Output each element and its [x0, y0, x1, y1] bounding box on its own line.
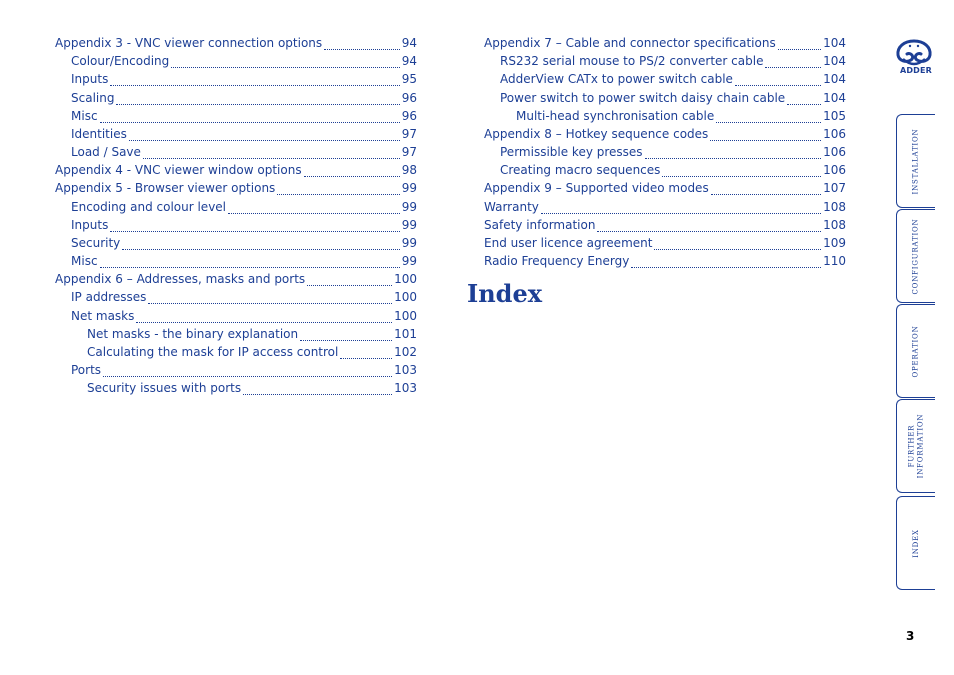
toc-entry-label: Inputs — [71, 72, 109, 87]
toc-entry[interactable] — [55, 290, 417, 308]
toc-leader-dots — [116, 103, 399, 105]
tab-label: INSTALLATION — [911, 128, 920, 194]
toc-entry[interactable] — [55, 72, 417, 90]
toc-leader-dots — [304, 175, 400, 177]
toc-entry-page: 104 — [823, 90, 846, 105]
toc-leader-dots — [277, 193, 399, 195]
toc-entry-page: 97 — [401, 126, 417, 141]
toc-entry-label: Creating macro sequences — [500, 163, 661, 178]
tab-label: FURTHER INFORMATION — [907, 413, 925, 479]
toc-entry[interactable] — [484, 54, 846, 72]
toc-leader-dots — [765, 66, 821, 68]
tab-label: INDEX — [911, 528, 920, 558]
toc-leader-dots — [645, 157, 822, 159]
toc-entry-label: Net masks - the binary explanation — [87, 326, 299, 341]
toc-entry-page: 96 — [401, 108, 417, 123]
toc-entry-label: Colour/Encoding — [71, 54, 170, 69]
toc-leader-dots — [148, 302, 392, 304]
toc-entry-label: Appendix 9 – Supported video modes — [484, 181, 709, 196]
toc-entry-page: 107 — [823, 181, 846, 196]
toc-entry-page: 100 — [394, 272, 417, 287]
toc-entry-page: 99 — [401, 181, 417, 196]
toc-entry-label: Calculating the mask for IP access control — [87, 344, 339, 359]
toc-leader-dots — [171, 66, 399, 68]
adder-logo-text: ADDER — [899, 66, 933, 75]
toc-entry-label: Safety information — [484, 217, 596, 232]
toc-entry-label: Radio Frequency Energy — [484, 254, 630, 269]
toc-entry-page: 99 — [401, 254, 417, 269]
toc-leader-dots — [778, 48, 821, 50]
toc-leader-dots — [136, 321, 392, 323]
toc-entry[interactable] — [55, 309, 417, 327]
toc-entry-page: 100 — [394, 308, 417, 323]
toc-entry[interactable] — [484, 109, 846, 127]
toc-entry[interactable] — [55, 200, 417, 218]
toc-entry-label: Load / Save — [71, 145, 141, 160]
toc-entry-label: Inputs — [71, 217, 109, 232]
toc-entry-label: Identities — [71, 126, 127, 141]
toc-entry-label: Appendix 6 – Addresses, masks and ports — [55, 272, 306, 287]
index-heading: Index — [467, 279, 543, 308]
toc-leader-dots — [597, 230, 821, 232]
toc-leader-dots — [228, 212, 400, 214]
toc-entry-label: Power switch to power switch daisy chain cable — [500, 90, 786, 105]
toc-leader-dots — [716, 121, 821, 123]
toc-entry-label: Security — [71, 235, 121, 250]
toc-leader-dots — [100, 266, 400, 268]
toc-entry[interactable] — [55, 145, 417, 163]
toc-entry-label: Appendix 3 - VNC viewer connection options — [55, 36, 323, 50]
toc-leader-dots — [710, 139, 821, 141]
toc-entry-page: 100 — [394, 290, 417, 305]
toc-entry[interactable] — [55, 327, 417, 345]
toc-entry[interactable] — [55, 91, 417, 109]
toc-entry[interactable] — [484, 254, 846, 272]
toc-leader-dots — [100, 121, 400, 123]
toc-entry[interactable] — [55, 218, 417, 236]
tab-label: CONFIGURATION — [911, 218, 920, 294]
toc-leader-dots — [324, 48, 400, 50]
toc-entry-page: 103 — [394, 363, 417, 378]
toc-entry[interactable] — [484, 236, 846, 254]
toc-entry-label: End user licence agreement — [484, 235, 653, 250]
toc-entry-page: 108 — [823, 199, 846, 214]
toc-entry-label: AdderView CATx to power switch cable — [500, 72, 733, 87]
tab-further-information[interactable] — [896, 399, 935, 493]
toc-leader-dots — [110, 84, 399, 86]
toc-entry-label: Misc — [71, 108, 98, 123]
toc-entry-label: Permissible key presses — [500, 145, 643, 160]
tab-configuration[interactable] — [896, 209, 935, 303]
toc-entry[interactable] — [484, 218, 846, 236]
toc-entry-label: Misc — [71, 254, 98, 269]
toc-entry[interactable] — [55, 109, 417, 127]
toc-leader-dots — [711, 193, 821, 195]
toc-entry-label: Appendix 4 - VNC viewer window options — [55, 163, 302, 178]
toc-entry[interactable] — [484, 200, 846, 218]
toc-entry[interactable] — [55, 181, 417, 199]
toc-entry-page: 104 — [823, 72, 846, 87]
toc-leader-dots — [541, 212, 821, 214]
toc-entry-label: Appendix 8 – Hotkey sequence codes — [484, 126, 709, 141]
toc-leader-dots — [300, 339, 392, 341]
toc-entry-label: Encoding and colour level — [71, 199, 227, 214]
toc-leader-dots — [654, 248, 821, 250]
toc-entry-page: 104 — [823, 54, 846, 69]
toc-entry-page: 96 — [401, 90, 417, 105]
toc-leader-dots — [143, 157, 400, 159]
toc-entry[interactable] — [484, 163, 846, 181]
toc-entry-page: 109 — [823, 235, 846, 250]
toc-entry[interactable] — [55, 381, 417, 399]
toc-leader-dots — [110, 230, 399, 232]
toc-entry-label: Scaling — [71, 90, 115, 105]
toc-leader-dots — [129, 139, 400, 141]
toc-entry[interactable] — [55, 127, 417, 145]
toc-leader-dots — [662, 175, 821, 177]
toc-entry-page: 106 — [823, 145, 846, 160]
tab-operation[interactable] — [896, 304, 935, 398]
toc-leader-dots — [307, 284, 392, 286]
toc-entry-page: 94 — [401, 36, 417, 50]
toc-leader-dots — [122, 248, 399, 250]
toc-entry[interactable] — [55, 272, 417, 290]
toc-entry-page: 102 — [394, 344, 417, 359]
toc-entry-label: Warranty — [484, 199, 539, 214]
toc-entry[interactable] — [484, 36, 846, 54]
toc-leader-dots — [631, 266, 821, 268]
toc-entry-page: 97 — [401, 145, 417, 160]
toc-entry-page: 110 — [823, 254, 846, 269]
toc-entry-page: 95 — [401, 72, 417, 87]
toc-entry[interactable] — [55, 254, 417, 272]
toc-entry-page: 106 — [823, 126, 846, 141]
toc-entry[interactable] — [484, 72, 846, 90]
toc-entry[interactable] — [55, 345, 417, 363]
toc-entry-label: Ports — [71, 363, 102, 378]
page-number: 3 — [906, 629, 915, 643]
toc-entry-label: Appendix 5 - Browser viewer options — [55, 181, 276, 196]
toc-entry[interactable] — [484, 181, 846, 199]
toc-entry-page: 108 — [823, 217, 846, 232]
toc-entry-page: 94 — [401, 54, 417, 69]
toc-leader-dots — [787, 103, 821, 105]
toc-leader-dots — [243, 393, 392, 395]
toc-entry[interactable] — [55, 54, 417, 72]
toc-entry[interactable] — [55, 36, 417, 54]
toc-entry-page: 105 — [823, 108, 846, 123]
toc-entry-page: 103 — [394, 381, 417, 396]
toc-entry-label: Multi-head synchronisation cable — [516, 108, 715, 123]
toc-entry-page: 106 — [823, 163, 846, 178]
toc-entry-page: 99 — [401, 235, 417, 250]
toc-entry[interactable] — [484, 91, 846, 109]
toc-entry[interactable] — [484, 127, 846, 145]
toc-entry-page: 98 — [401, 163, 417, 178]
toc-entry[interactable] — [55, 236, 417, 254]
toc-entry-label: IP addresses — [71, 290, 147, 305]
tab-index[interactable] — [896, 496, 935, 590]
tab-label: OPERATION — [911, 325, 920, 377]
toc-leader-dots — [735, 84, 821, 86]
toc-entry[interactable] — [55, 363, 417, 381]
toc-entry-page: 104 — [823, 36, 846, 50]
toc-entry-label: Net masks — [71, 308, 135, 323]
toc-entry[interactable] — [484, 145, 846, 163]
toc-entry-label: RS232 serial mouse to PS/2 converter cable — [500, 54, 764, 69]
tab-installation[interactable] — [896, 114, 935, 208]
toc-entry-page: 101 — [394, 326, 417, 341]
toc-entry-label: Appendix 7 – Cable and connector specifications — [484, 36, 776, 50]
toc-leader-dots — [103, 375, 392, 377]
toc-entry-page: 99 — [401, 217, 417, 232]
toc-entry-page: 99 — [401, 199, 417, 214]
toc-entry[interactable] — [55, 163, 417, 181]
toc-entry-label: Security issues with ports — [87, 381, 242, 396]
toc-leader-dots — [340, 357, 392, 359]
